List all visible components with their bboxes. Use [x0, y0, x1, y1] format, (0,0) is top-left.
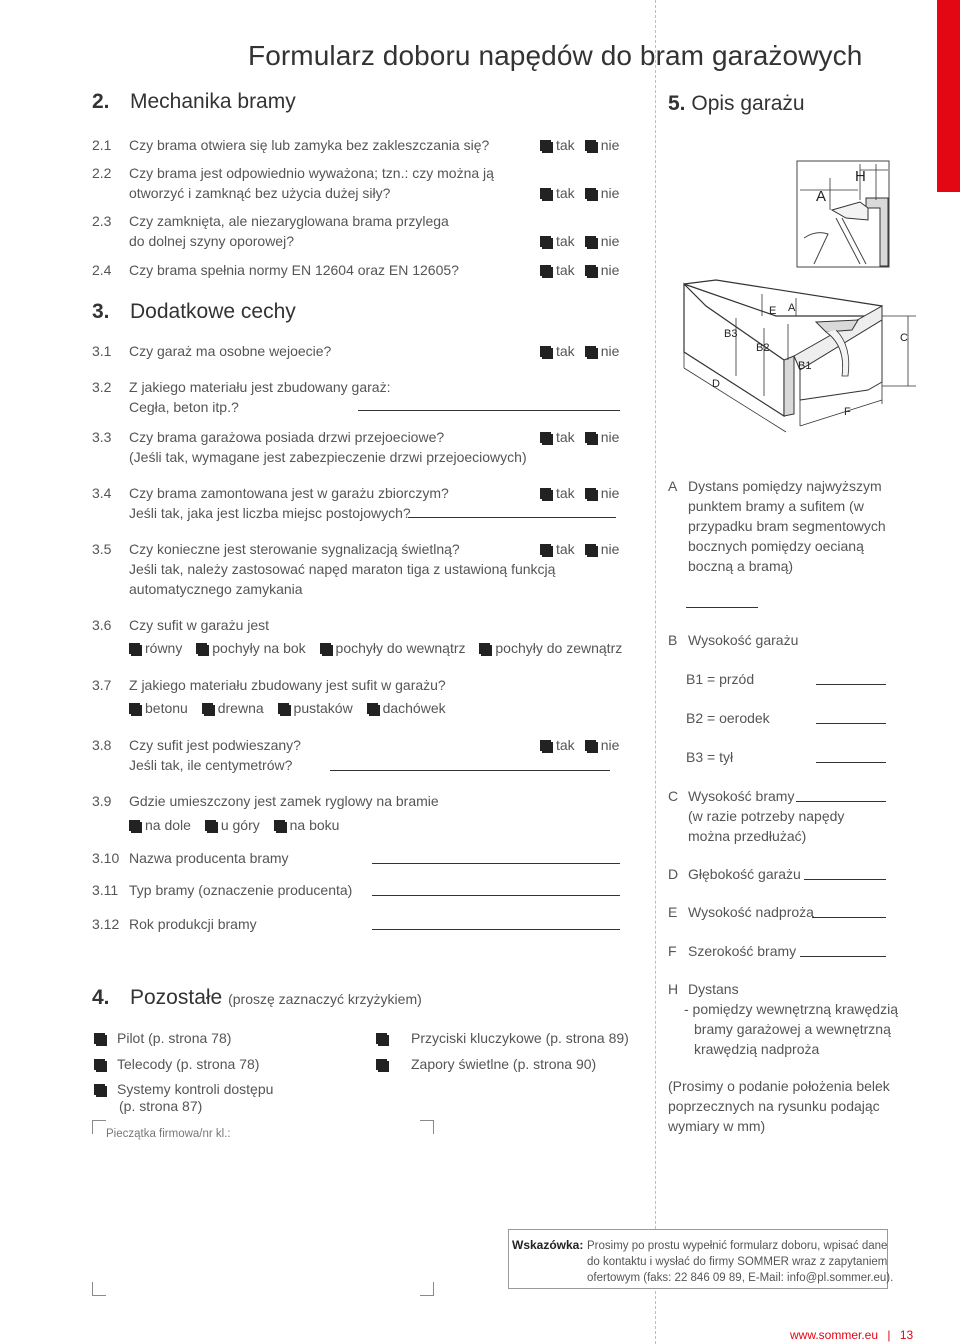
stamp-label: Pieczątka firmowa/nr kl.: [106, 1128, 231, 1140]
checkbox[interactable] [585, 740, 596, 751]
checkbox[interactable] [202, 703, 213, 714]
question-text: Czy brama garażowa posiada drzwi przejoeciowe? (Jeśli tak, wymagane jest zabezpieczenie drzwi przejoeciowych) [129, 429, 527, 465]
yes-no-choice: tak nie [540, 485, 619, 501]
section-2-heading: 2. Mechanika bramy [92, 90, 296, 113]
yes-no-choice: tak nie [540, 737, 619, 753]
answer-line[interactable] [804, 879, 886, 880]
checkbox[interactable] [479, 643, 490, 654]
question-text: Czy brama spełnia normy EN 12604 oraz EN 12605? [129, 262, 459, 278]
checkbox[interactable] [94, 1033, 105, 1044]
diagram-label-e: E [769, 305, 777, 317]
checkbox[interactable] [540, 265, 551, 276]
answer-line[interactable] [372, 863, 620, 864]
checkbox[interactable] [540, 346, 551, 357]
answer-line[interactable] [330, 770, 610, 771]
question-number: 2.1 [92, 137, 112, 153]
stamp-frame-corner [420, 1282, 434, 1296]
footer [790, 1328, 913, 1342]
checkbox[interactable] [94, 1084, 105, 1095]
section-5-heading: 5. Opis garażu [668, 92, 805, 115]
question-text: Nazwa producenta bramy [129, 850, 289, 866]
yes-no-choice: tak nie [540, 343, 619, 359]
stamp-frame-corner [92, 1120, 106, 1134]
diagram-label-h: H [855, 168, 866, 185]
column-divider [655, 0, 656, 1344]
legend-b: B Wysokość garażu [668, 632, 799, 648]
yes-no-choice: tak nie [540, 429, 619, 445]
footer-url[interactable]: www.sommer.eu [790, 1328, 879, 1342]
answer-line[interactable] [812, 917, 886, 918]
question-number: 3.4 [92, 485, 112, 501]
checkbox[interactable] [196, 643, 207, 654]
answer-line[interactable] [800, 956, 886, 957]
legend-a: A Dystans pomiędzy najwyższym punktem bramy a sufitem (w przypadku bram segmentowych bocznych pomiędzy oecianą boczną a bramą) [668, 478, 886, 574]
legend-f: F Szerokość bramy [668, 943, 797, 959]
legend-e: E Wysokość nadproża [668, 904, 814, 920]
checkbox[interactable] [585, 544, 596, 555]
lock-position-options: na dole u góry na boku [129, 817, 339, 833]
checkbox[interactable] [585, 488, 596, 499]
red-page-tab [937, 0, 960, 192]
checkbox[interactable] [585, 140, 596, 151]
diagram-label-a: A [816, 188, 827, 205]
answer-line[interactable] [816, 723, 886, 724]
legend-note: (Prosimy o podanie położenia belek poprzecznych na rysunku podając wymiary w mm) [668, 1078, 890, 1134]
other-option-telecody: Telecody (p. strona 78) [94, 1056, 259, 1072]
checkbox[interactable] [278, 703, 289, 714]
ceiling-material-options: betonu drewna pustaków dachówek [129, 700, 446, 716]
legend-h: H Dystans - pomiędzy wewnętrzną krawędzią bramy garażowej a wewnętrzną krawędzią nadproża [668, 981, 898, 1057]
diagram-label-a: A [788, 302, 796, 314]
checkbox[interactable] [205, 820, 216, 831]
yes-no-choice: tak nie [540, 541, 619, 557]
checkbox[interactable] [129, 703, 140, 714]
stamp-frame-corner [92, 1282, 106, 1296]
question-text: Czy garaż ma osobne wejoecie? [129, 343, 332, 359]
checkbox[interactable] [129, 820, 140, 831]
checkbox[interactable] [94, 1059, 105, 1070]
question-text: Czy brama otwiera się lub zamyka bez zakleszczania się? [129, 137, 490, 153]
legend-c: C Wysokość bramy (w razie potrzeby napędy można przedłużać) [668, 788, 845, 844]
lintel-detail-diagram [796, 160, 890, 268]
other-option-light-barriers: Zapory świetlne (p. strona 90) [376, 1056, 596, 1072]
checkbox[interactable] [320, 643, 331, 654]
question-number: 3.6 [92, 617, 112, 633]
other-option-key-buttons: Przyciski kluczykowe (p. strona 89) [376, 1030, 629, 1046]
legend-b3: B3 = tył [686, 749, 734, 765]
answer-line[interactable] [372, 929, 620, 930]
checkbox[interactable] [585, 188, 596, 199]
checkbox[interactable] [585, 236, 596, 247]
checkbox[interactable] [376, 1033, 387, 1044]
answer-line[interactable] [372, 895, 620, 896]
checkbox[interactable] [585, 346, 596, 357]
checkbox[interactable] [376, 1059, 387, 1070]
question-number: 3.2 [92, 379, 112, 395]
checkbox[interactable] [540, 740, 551, 751]
checkbox[interactable] [585, 265, 596, 276]
answer-line[interactable] [686, 607, 758, 608]
section-3-heading: 3. Dodatkowe cechy [92, 300, 296, 323]
question-text: Czy brama jest odpowiednio wyważona; tzn.: czy można ją otworzyć i zamknąć bez użycia dużej siły? [129, 165, 494, 201]
other-option-access-systems-page: (p. strona 87) [119, 1098, 203, 1114]
answer-line[interactable] [358, 410, 620, 411]
checkbox[interactable] [540, 488, 551, 499]
question-number: 2.4 [92, 262, 112, 278]
checkbox[interactable] [367, 703, 378, 714]
diagram-label-b2: B2 [756, 342, 770, 354]
answer-line[interactable] [796, 801, 886, 802]
legend-d: D Głębokość garażu [668, 866, 801, 882]
question-number: 3.9 [92, 793, 112, 809]
question-text: Z jakiego materiału jest zbudowany garaż: Cegła, beton itp.? [129, 379, 391, 415]
ceiling-shape-options: równy pochyły na bok pochyły do wewnątrz pochyły do zewnątrz [129, 640, 622, 656]
other-option-access-systems: Systemy kontroli dostępu [94, 1081, 273, 1097]
legend-b2: B2 = oerodek [686, 710, 770, 726]
checkbox[interactable] [129, 643, 140, 654]
checkbox[interactable] [540, 140, 551, 151]
footer-separator: | [887, 1328, 891, 1342]
checkbox[interactable] [540, 544, 551, 555]
question-text: Czy zamknięta, ale niezaryglowana brama przylega do dolnej szyny oporowej? [129, 213, 449, 249]
question-number: 3.12 [92, 916, 120, 932]
question-number: 3.11 [92, 882, 119, 898]
question-text: Czy brama zamontowana jest w garażu zbiorczym? Jeśli tak, jaka jest liczba miejsc postojowych? [129, 485, 449, 521]
checkbox[interactable] [540, 236, 551, 247]
page-title: Formularz doboru napędów do bram garażowych [248, 40, 863, 71]
question-text: Rok produkcji bramy [129, 916, 257, 932]
stamp-frame-corner [420, 1120, 434, 1134]
answer-line[interactable] [408, 517, 616, 518]
question-text: Czy sufit jest podwieszany? Jeśli tak, ile centymetrów? [129, 737, 301, 773]
page-number: 13 [899, 1328, 914, 1342]
question-text: Typ bramy (oznaczenie producenta) [129, 882, 353, 898]
question-number: 3.8 [92, 737, 112, 753]
diagram-label-c: C [900, 332, 908, 344]
question-text: Czy konieczne jest sterowanie sygnalizacją świetlną? Jeśli tak, należy zastosować napęd maraton tiga z ustawioną funkcją automatycznego zamykania [129, 541, 556, 597]
question-number: 2.3 [92, 213, 112, 229]
question-number: 3.10 [92, 850, 120, 866]
hint-text: Prosimy po prostu wypełnić formularz doboru, wpisać dane do kontaktu i wysłać do firmy SOMMER wraz z zapytaniem ofertowym (faks: 22 846 09 89, E-Mail: info@pl.sommer.eu). [587, 1240, 894, 1284]
other-option-pilot: Pilot (p. strona 78) [94, 1030, 231, 1046]
diagram-label-b1: B1 [798, 360, 812, 372]
checkbox[interactable] [540, 188, 551, 199]
legend-b1: B1 = przód [686, 671, 755, 687]
yes-no-choice: tak nie [540, 137, 619, 153]
diagram-label-d: D [712, 378, 720, 390]
question-number: 2.2 [92, 165, 112, 181]
yes-no-choice: tak nie [540, 233, 619, 249]
question-number: 3.7 [92, 677, 112, 693]
question-number: 3.3 [92, 429, 112, 445]
answer-line[interactable] [816, 684, 886, 685]
answer-line[interactable] [816, 762, 886, 763]
section-4-heading: 4. Pozostałe (proszę zaznaczyć krzyżykiem) [92, 986, 422, 1009]
diagram-label-b3: B3 [724, 328, 738, 340]
question-number: 3.1 [92, 343, 112, 359]
yes-no-choice: tak nie [540, 185, 619, 201]
question-text: Czy sufit w garażu jest [129, 617, 270, 633]
question-text: Gdzie umieszczony jest zamek ryglowy na bramie [129, 793, 439, 809]
checkbox[interactable] [585, 432, 596, 443]
hint-label: Wskazówka: [512, 1238, 584, 1252]
checkbox[interactable] [274, 820, 285, 831]
checkbox[interactable] [540, 432, 551, 443]
question-text: Z jakiego materiału zbudowany jest sufit w garażu? [129, 677, 446, 693]
diagram-label-f: F [844, 406, 851, 418]
yes-no-choice: tak nie [540, 262, 619, 278]
question-number: 3.5 [92, 541, 112, 557]
